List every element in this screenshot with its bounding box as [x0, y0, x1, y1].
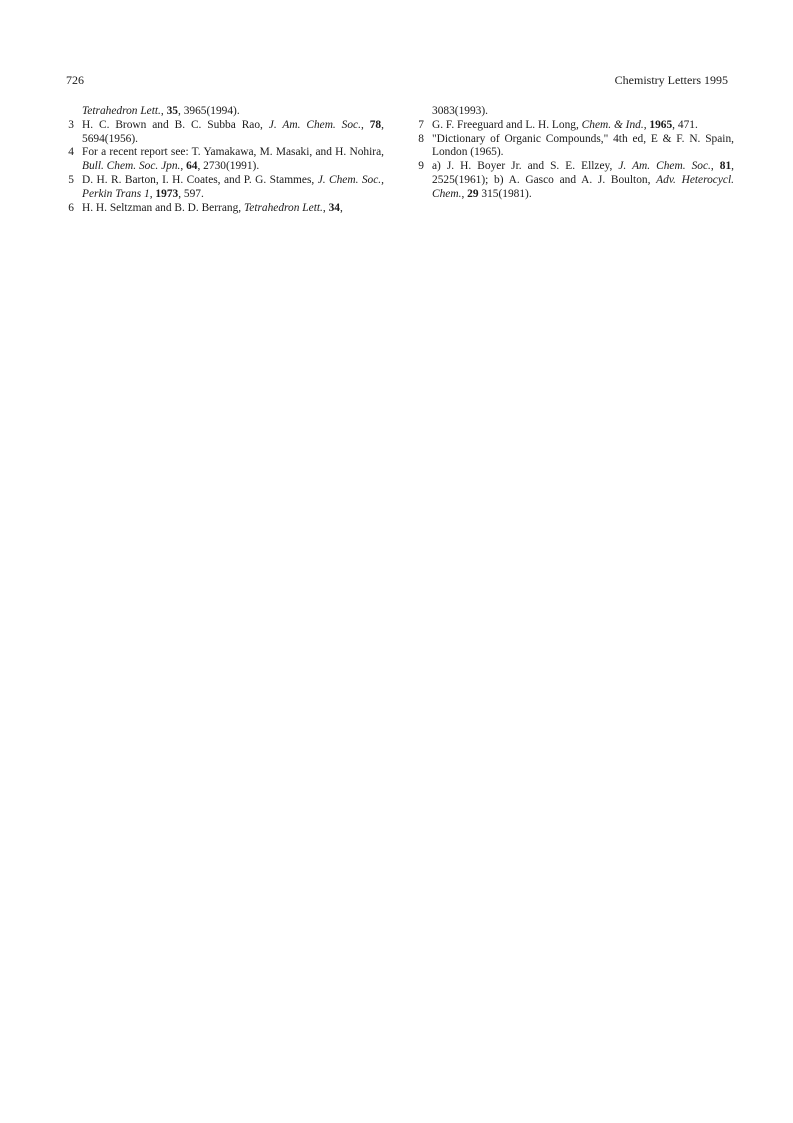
journal-title: Chemistry Letters 1995	[614, 73, 728, 87]
reference-item	[62, 146, 384, 174]
reference-number: 8	[418, 132, 424, 145]
references-right-column	[412, 105, 734, 202]
reference-text-segment: J. Chem. Soc., Perkin Trans 1	[82, 173, 384, 200]
reference-text-segment: a) J. H. Boyer Jr. and S. E. Ellzey,	[432, 160, 619, 173]
reference-number: 6	[68, 201, 74, 214]
reference-text	[432, 160, 734, 201]
reference-text-segment: , 5694(1956).	[82, 118, 384, 145]
reference-text-segment: Adv. Heterocycl. Chem.	[432, 173, 734, 200]
reference-text-segment: 34	[328, 201, 340, 214]
reference-number: 7	[418, 118, 424, 131]
reference-text-segment: J. Am. Chem. Soc.	[618, 160, 711, 173]
reference-text	[432, 133, 734, 161]
reference-text	[82, 146, 384, 174]
reference-text-segment: For a recent report see: T. Yamakawa, M. Masaki, and H. Nohira,	[82, 146, 384, 159]
reference-text-segment: Tetrahedron Lett.	[82, 105, 161, 117]
reference-text-segment: ,	[149, 187, 156, 200]
reference-text-segment: , 2730(1991).	[197, 160, 260, 173]
reference-text-segment: 1973	[155, 187, 179, 200]
reference-text-segment: H. H. Seltzman and B. D. Berrang,	[82, 201, 244, 214]
reference-text-segment: ,	[160, 105, 167, 117]
reference-text-segment: Tetrahedron Lett.	[243, 201, 323, 214]
reference-text	[432, 105, 734, 119]
page-header	[66, 72, 728, 90]
reference-text-segment: ,	[360, 118, 370, 131]
reference-number: 3	[68, 118, 74, 131]
reference-text	[82, 202, 384, 216]
reference-text	[82, 105, 384, 119]
reference-text-segment: ,	[710, 160, 720, 173]
page-number: 726	[66, 73, 84, 87]
reference-text	[432, 119, 734, 133]
reference-text-segment: , 2525(1961); b) A. Gasco and A. J. Boulton,	[432, 160, 734, 186]
reference-text-segment: Chem. & Ind.	[581, 118, 644, 131]
reference-item	[62, 119, 384, 147]
reference-number: 9	[418, 160, 424, 173]
reference-text-segment: 1965	[649, 118, 673, 131]
reference-text-segment: , 597.	[178, 187, 204, 200]
reference-text-segment: ,	[643, 118, 650, 131]
reference-item	[62, 105, 384, 119]
reference-text-segment: ,	[322, 201, 329, 214]
reference-text-segment: Bull. Chem. Soc. Jpn.	[82, 160, 181, 173]
reference-text-segment: D. H. R. Barton, I. H. Coates, and P. G. Stammes,	[82, 173, 318, 186]
reference-text-segment: J. Am. Chem. Soc.	[268, 118, 361, 131]
reference-text-segment: 3083(1993).	[432, 105, 488, 117]
reference-number: 5	[68, 173, 74, 186]
reference-text-segment: ,	[339, 201, 343, 214]
reference-text-segment: , 3965(1994).	[178, 105, 240, 117]
reference-text-segment: "Dictionary of Organic Compounds," 4th ed, E & F. N. Spain, London (1965).	[432, 132, 734, 159]
reference-text-segment: 35	[166, 105, 178, 117]
reference-text-segment: H. C. Brown and B. C. Subba Rao,	[82, 118, 269, 131]
reference-text-segment: , 471.	[672, 118, 698, 131]
reference-text-segment: 315(1981).	[478, 187, 532, 200]
reference-item	[412, 105, 734, 119]
reference-text-segment: 81	[719, 160, 732, 173]
references-left-column	[62, 105, 384, 215]
reference-item	[62, 174, 384, 202]
reference-text-segment: ,	[180, 160, 187, 173]
reference-text	[82, 174, 384, 202]
reference-item	[62, 202, 384, 216]
reference-item	[412, 119, 734, 133]
reference-number: 4	[68, 146, 74, 159]
reference-text-segment: ,	[461, 187, 468, 200]
reference-text-segment: 78	[369, 118, 382, 131]
reference-item	[412, 133, 734, 161]
reference-text	[82, 119, 384, 147]
reference-item	[412, 160, 734, 201]
reference-text-segment: G. F. Freeguard and L. H. Long,	[432, 118, 582, 131]
reference-text-segment: 29	[467, 187, 479, 200]
reference-text-segment: 64	[186, 160, 198, 173]
